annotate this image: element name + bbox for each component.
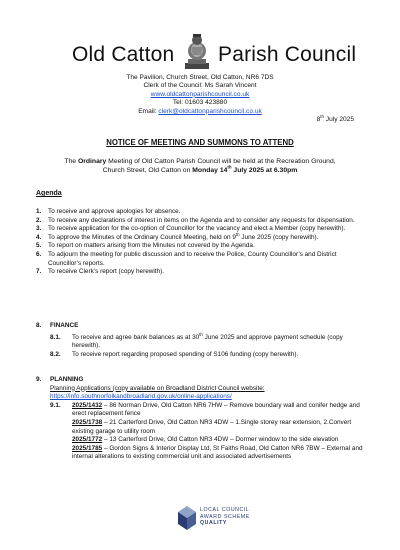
email-line xyxy=(0,108,400,116)
finance-item: 8.2. To receive report regarding proposed spending of S106 funding (copy herewith). xyxy=(50,350,299,358)
planning-section xyxy=(36,376,366,462)
telephone: Tel: 01603 423880 xyxy=(172,99,228,107)
planning-portal-link[interactable]: https://info.southnorfolkandbroadland.gov.uk/online-applications/ xyxy=(50,393,232,401)
planning-application: 2025/1785 – Gordon Signs & Interior Display Ltd, St Faiths Road, Old Catton NR6 7BW – External and internal alterations to existing commercial unit and associated advertisements xyxy=(72,444,363,461)
agenda-item: 3. To receive application for the co-option of Councillor for the vacancy and elect a Member (copy herewith). xyxy=(36,225,346,233)
notice-title: NOTICE OF MEETING AND SUMMONS TO ATTEND xyxy=(106,138,294,147)
finance-heading: 8. FINANCE xyxy=(36,322,79,329)
planning-heading: 9. PLANNING xyxy=(36,376,84,383)
agenda-item: 5. To report on matters arising from the Minutes not covered by the Agenda. xyxy=(36,242,255,250)
planning-application: 9.1. 2025/1432 – 86 Norman Drive, Old Catton NR6 7HW – Remove boundary wall and conifer hedge and erect replacement fence xyxy=(50,401,360,418)
contact-block xyxy=(0,74,400,116)
planning-application: 2025/1772 – 13 Carterford Drive, Old Catton NR3 4DW – Dormer window to the side elevation xyxy=(72,436,339,444)
email-link[interactable]: clerk@oldcattonparishcouncil.co.uk xyxy=(158,107,262,115)
agenda-item: 6. To adjourn the meeting for public discussion and to receive the Police, County Councillor’s and District Councillor’s reports. xyxy=(36,250,337,267)
planning-apps-label: Planning Applications (copy available on Broadland District Council website: xyxy=(50,384,265,392)
website-link[interactable]: www.oldcattonparishcouncil.co.uk xyxy=(150,90,250,98)
agenda-item: 1. To receive and approve apologies for absence. xyxy=(36,208,181,215)
agenda-item: 4. To approve the Minutes of the Ordinary Council Meeting, held on 9th June 2025 (copy herewith). xyxy=(36,231,319,241)
email-label: Email: xyxy=(138,107,157,115)
clerk-name: Clerk of the Council: Ms Sarah Vincent xyxy=(143,82,257,90)
agenda-heading: Agenda xyxy=(36,190,62,197)
badge-line-2: AWARD SCHEME xyxy=(200,513,250,520)
finance-item: 8.1. To receive and agree bank balances as at 30th June 2025 and approve payment schedule (copy herewith). xyxy=(50,331,343,350)
badge-line-1: LOCAL COUNCIL xyxy=(200,507,250,513)
award-scheme-logo-icon xyxy=(177,505,197,531)
agenda-item: 7. To receive Clerk’s report (copy herewith). xyxy=(36,268,165,276)
planning-application: 2025/1738 – 21 Carterford Drive, Old Catton NR3 4DW – 1.Single storey rear extension, 2.Convert existing garage to utility room xyxy=(72,418,352,435)
letter-date: 8th July 2025 xyxy=(316,113,354,123)
agenda-list xyxy=(36,208,366,277)
badge-line-3: QUALITY xyxy=(200,520,227,527)
address: The Pavilion, Church Street, Old Catton, NR6 7DS xyxy=(126,74,274,81)
parish-crest-icon xyxy=(182,33,212,71)
council-name-right: Parish Council xyxy=(218,43,357,66)
council-name-left: Old Catton xyxy=(72,43,175,66)
meeting-intro: The Ordinary Meeting of Old Catton Parish Council will be held at the Recreation Ground, Church Street, Old Catton on Monday 14th July 2025 at 6.30pm xyxy=(64,158,336,174)
finance-section xyxy=(36,322,366,359)
letterhead xyxy=(0,33,400,73)
award-scheme-badge xyxy=(177,505,297,539)
agenda-item: 2. To receive any declarations of interest in items on the Agenda and to consider any requests for dispensation. xyxy=(36,216,355,224)
